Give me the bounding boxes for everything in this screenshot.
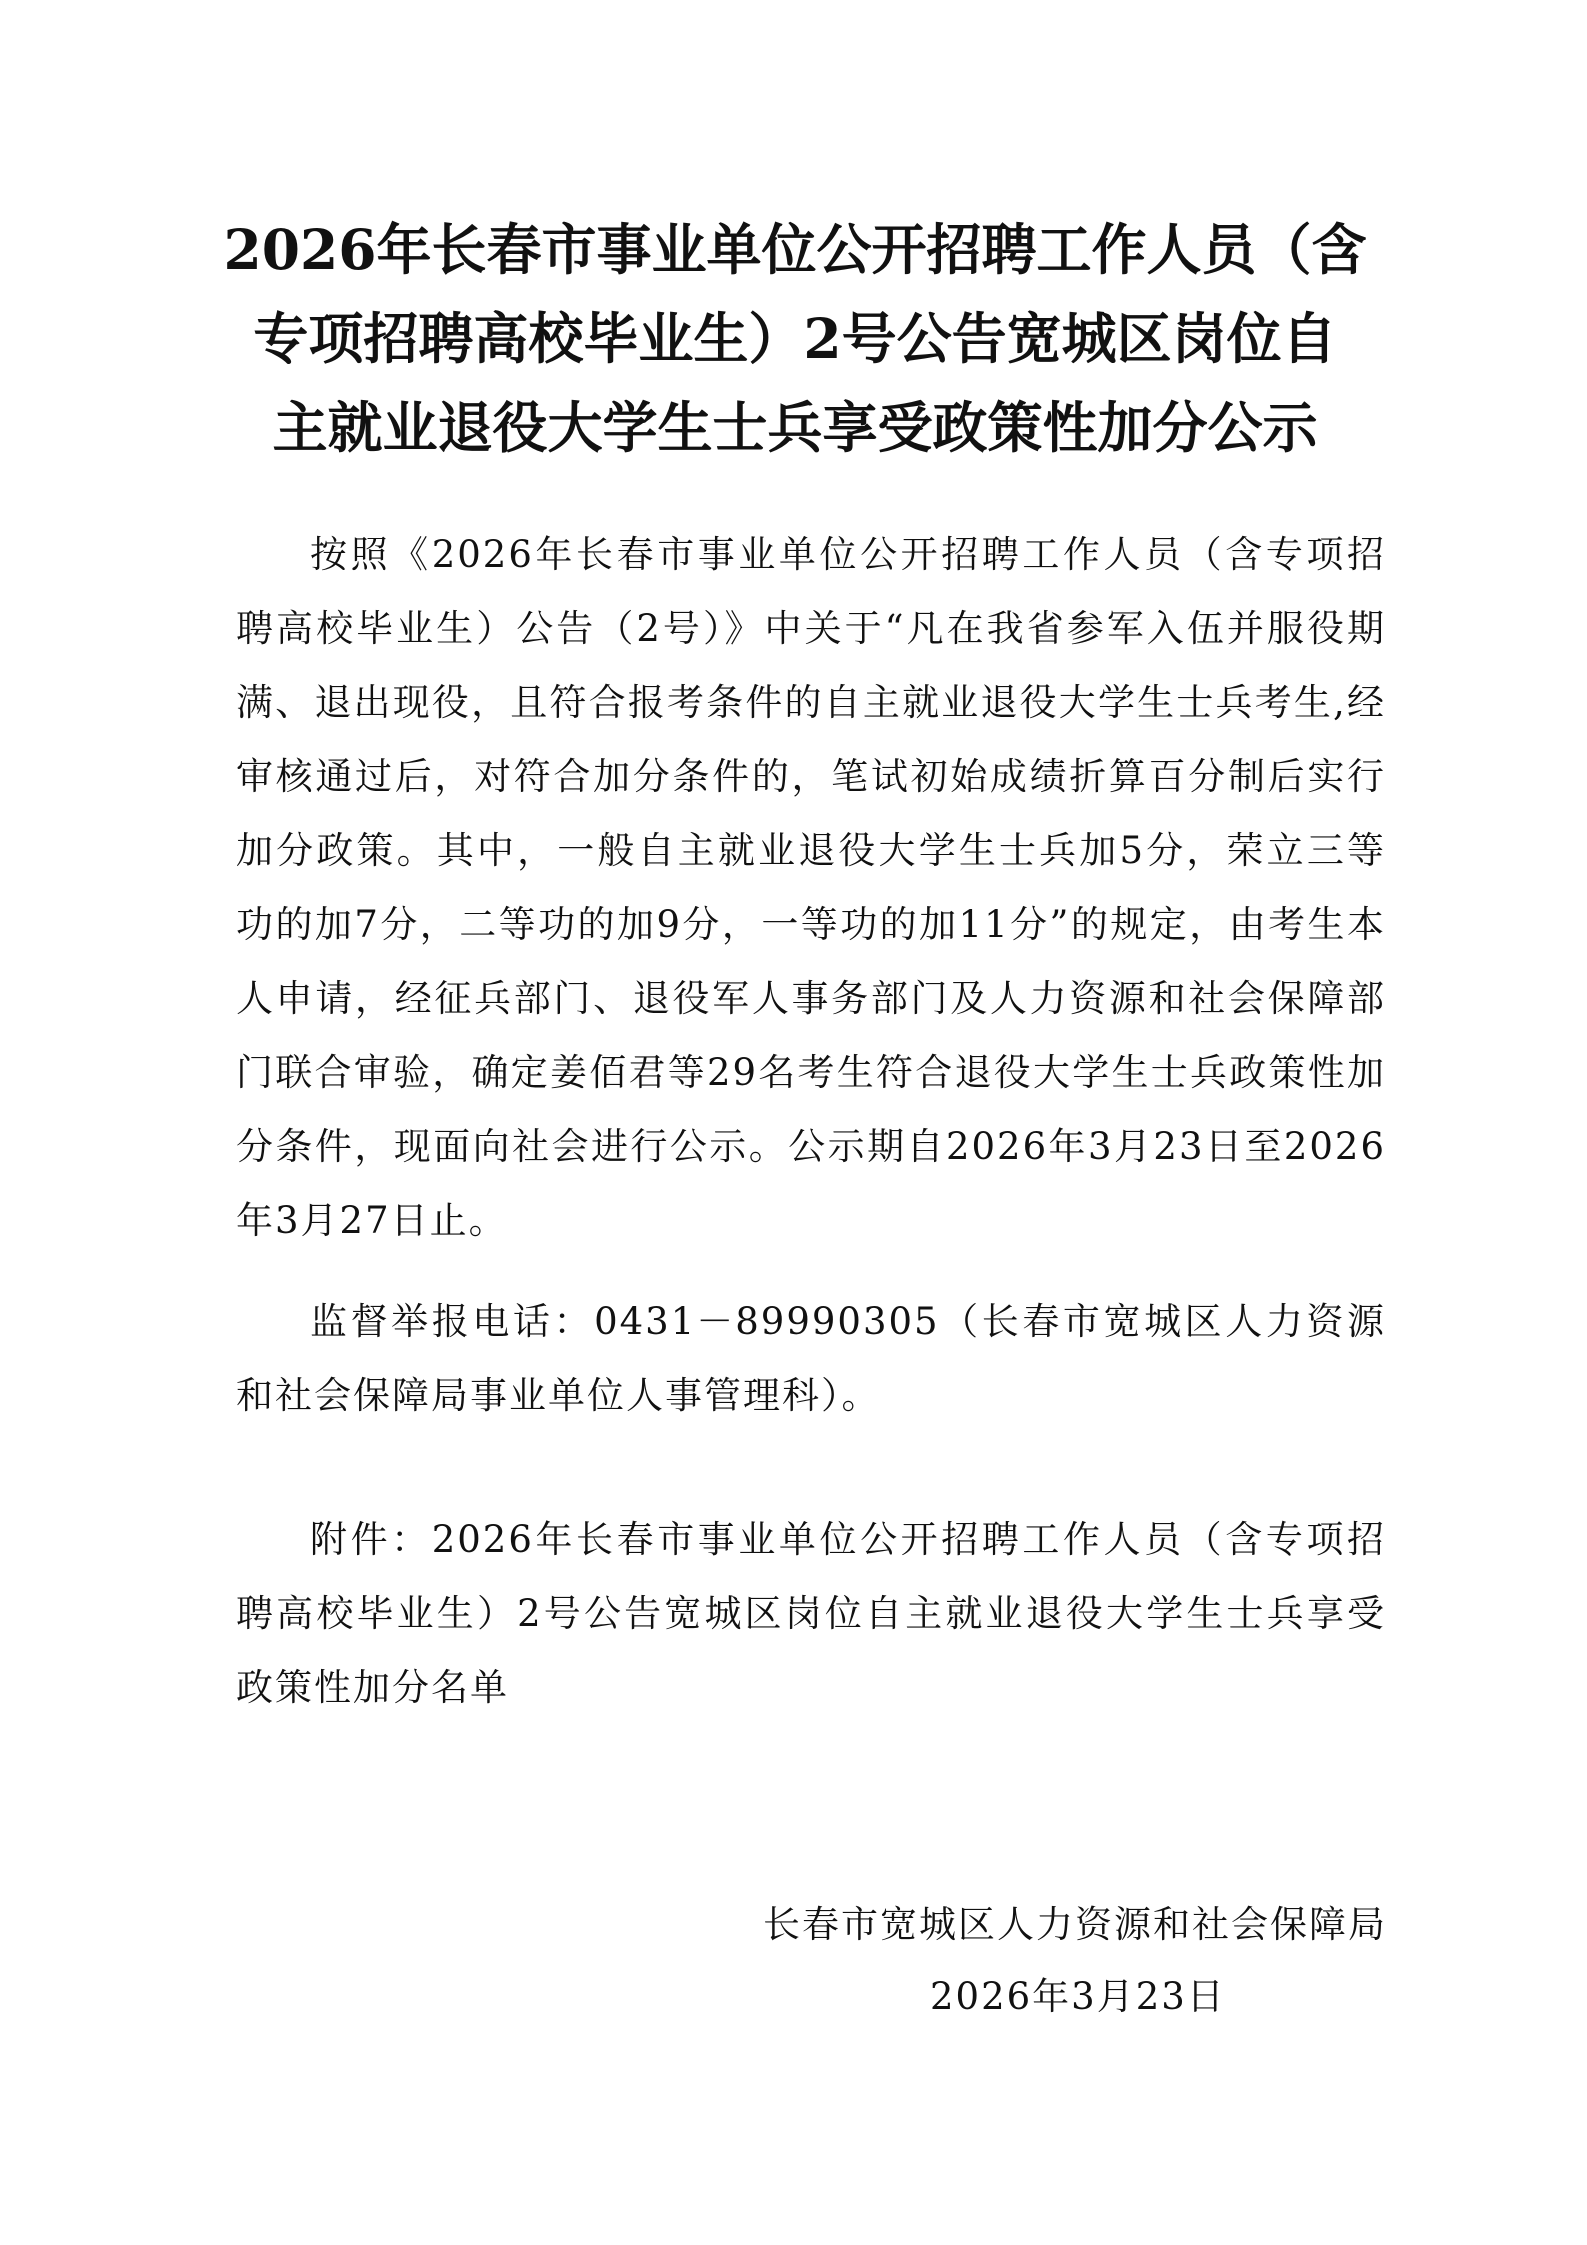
main-paragraph: 按照《2026年长春市事业单位公开招聘工作人员（含专项招聘高校毕业生）公告（2号）》中关于“凡在我省参军入伍并服役期满、退出现役，且符合报考条件的自主就业退役大学生士兵考生,经审核通过后，对符合加分条件的，笔试初始成绩折算百分制后实行加分政策。其中，一般自主就业退役大学生士兵加5分，荣立三等功的加7分，二等功的加9分，一等功的加11分”的规定，由考生本人申请，经征兵部门、退役军人事务部门及人力资源和社会保障部门联合审验，确定姜佰君等29名考生符合退役大学生士兵政策性加分条件，现面向社会进行公示。公示期自2026年3月23日至2026年3月27日止。 — [236, 533, 1386, 1242]
hotline-paragraph: 监督举报电话：0431－89990305（长春市宽城区人力资源和社会保障局事业单位人事管理科）。 — [236, 1300, 1386, 1417]
title-line-1: 2026年长春市事业单位公开招聘工作人员（含 — [223, 217, 1367, 282]
issuer-signature: 长春市宽城区人力资源和社会保障局 — [763, 1903, 1387, 1946]
issue-date: 2026年3月23日 — [930, 1975, 1226, 2018]
attachment-paragraph: 附件：2026年长春市事业单位公开招聘工作人员（含专项招聘高校毕业生）2号公告宽城区岗位自主就业退役大学生士兵享受政策性加分名单 — [236, 1518, 1386, 1709]
title-line-2: 专项招聘高校毕业生）2号公告宽城区岗位自 — [253, 306, 1337, 371]
document-title — [205, 205, 1385, 472]
title-line-3: 主就业退役大学生士兵享受政策性加分公示 — [272, 395, 1318, 460]
